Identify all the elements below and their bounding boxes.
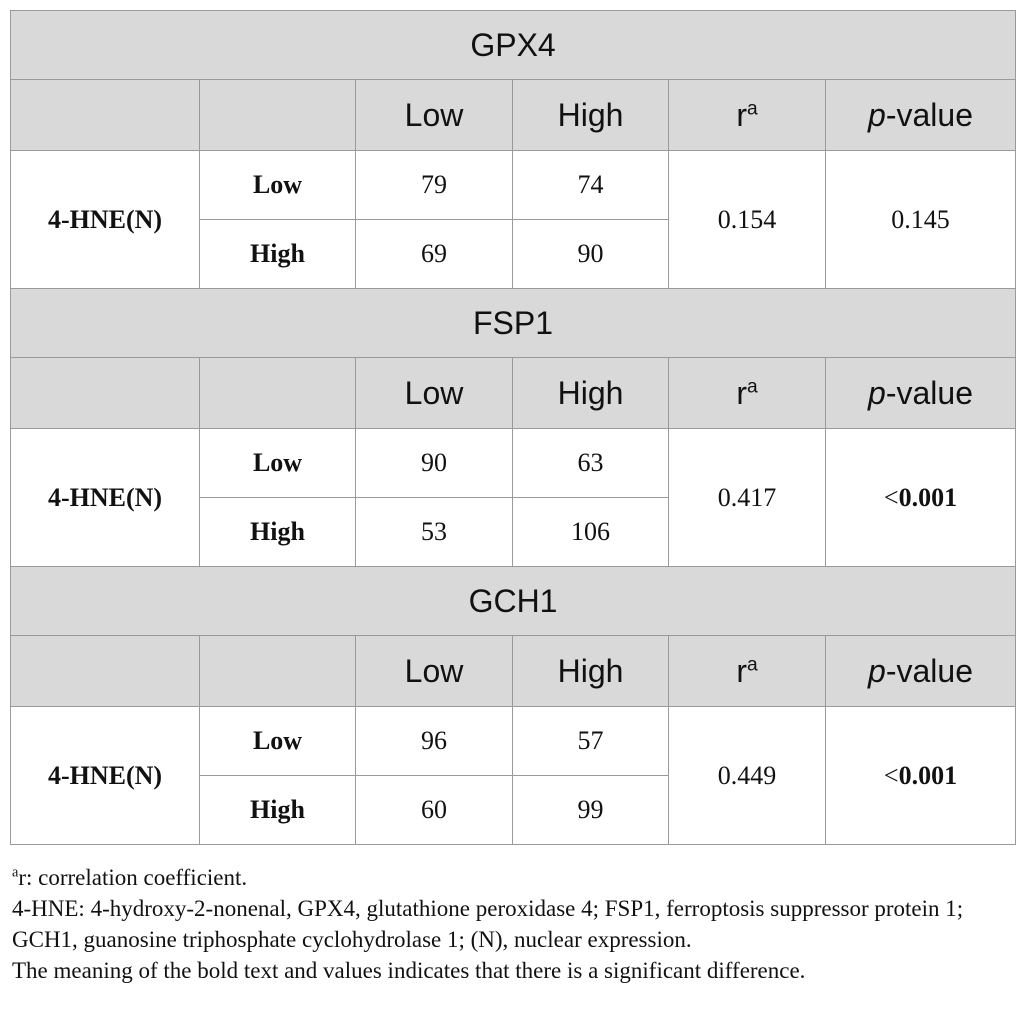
column-header-row — [11, 358, 1016, 429]
header-r — [669, 358, 826, 429]
header-empty-cell — [11, 636, 200, 707]
cell-r-value: 0.154 — [669, 151, 826, 289]
footnote-bold-meaning: The meaning of the bold text and values indicates that there is a significant difference. — [12, 958, 806, 983]
row-label: 4-HNE(N) — [11, 429, 200, 567]
header-p-value — [826, 358, 1016, 429]
table-row — [11, 707, 1016, 776]
header-r-sup: a — [746, 653, 758, 675]
section-title-row — [11, 567, 1016, 636]
cell-low-low: 96 — [356, 707, 513, 776]
footnote-abbreviations: 4-HNE: 4-hydroxy-2-nonenal, GPX4, glutathione peroxidase 4; FSP1, ferroptosis suppressor protein 1; GCH1, guanosine triphosphate cyclohydrolase 1; (N), nuclear expression. — [12, 896, 964, 952]
cell-high-high: 90 — [513, 220, 669, 289]
cell-r-value: 0.449 — [669, 707, 826, 845]
header-p-value — [826, 80, 1016, 151]
row-label: 4-HNE(N) — [11, 151, 200, 289]
cell-high-high: 99 — [513, 776, 669, 845]
header-r-label: r — [736, 96, 747, 133]
section-title: FSP1 — [11, 289, 1016, 358]
column-header-row — [11, 80, 1016, 151]
sub-row-label: Low — [200, 429, 356, 498]
column-header-row — [11, 636, 1016, 707]
header-p-italic: p — [868, 96, 886, 133]
header-r-sup: a — [746, 97, 758, 119]
table-row — [11, 429, 1016, 498]
section-title: GCH1 — [11, 567, 1016, 636]
header-r-label: r — [736, 652, 747, 689]
header-low: Low — [356, 636, 513, 707]
sub-row-label: High — [200, 498, 356, 567]
header-p-rest: -value — [885, 374, 973, 411]
cell-low-high: 63 — [513, 429, 669, 498]
cell-p-value — [826, 429, 1016, 567]
p-number: 0.145 — [891, 204, 950, 234]
header-empty-cell — [200, 636, 356, 707]
header-p-rest: -value — [885, 652, 973, 689]
header-empty-cell — [11, 358, 200, 429]
header-empty-cell — [11, 80, 200, 151]
cell-r-value: 0.417 — [669, 429, 826, 567]
header-p-rest: -value — [885, 96, 973, 133]
sub-row-label: High — [200, 776, 356, 845]
header-p-value — [826, 636, 1016, 707]
correlation-table — [10, 10, 1016, 845]
cell-p-value — [826, 707, 1016, 845]
cell-high-low: 60 — [356, 776, 513, 845]
header-high: High — [513, 358, 669, 429]
p-prefix: < — [883, 760, 899, 790]
sub-row-label: Low — [200, 151, 356, 220]
row-label: 4-HNE(N) — [11, 707, 200, 845]
p-number: 0.001 — [898, 760, 958, 790]
header-high: High — [513, 80, 669, 151]
section-title-row — [11, 289, 1016, 358]
cell-high-high: 106 — [513, 498, 669, 567]
header-p-italic: p — [868, 374, 886, 411]
header-low: Low — [356, 80, 513, 151]
header-r — [669, 80, 826, 151]
footnote-r — [12, 862, 1022, 893]
header-r-sup: a — [746, 375, 758, 397]
header-empty-cell — [200, 358, 356, 429]
footnotes — [12, 862, 1022, 986]
header-high: High — [513, 636, 669, 707]
footnote-r-text: r: correlation coefficient. — [18, 865, 248, 890]
cell-low-low: 79 — [356, 151, 513, 220]
header-low: Low — [356, 358, 513, 429]
header-r-label: r — [736, 374, 747, 411]
cell-p-value — [826, 151, 1016, 289]
cell-high-low: 53 — [356, 498, 513, 567]
cell-low-high: 74 — [513, 151, 669, 220]
section-title-row — [11, 11, 1016, 80]
cell-low-high: 57 — [513, 707, 669, 776]
sub-row-label: High — [200, 220, 356, 289]
cell-low-low: 90 — [356, 429, 513, 498]
header-r — [669, 636, 826, 707]
p-number: 0.001 — [898, 482, 958, 512]
p-prefix: < — [883, 482, 899, 512]
header-p-italic: p — [868, 652, 886, 689]
footnote-r-sup: a — [12, 864, 19, 881]
sub-row-label: Low — [200, 707, 356, 776]
header-empty-cell — [200, 80, 356, 151]
section-title: GPX4 — [11, 11, 1016, 80]
cell-high-low: 69 — [356, 220, 513, 289]
table-row — [11, 151, 1016, 220]
